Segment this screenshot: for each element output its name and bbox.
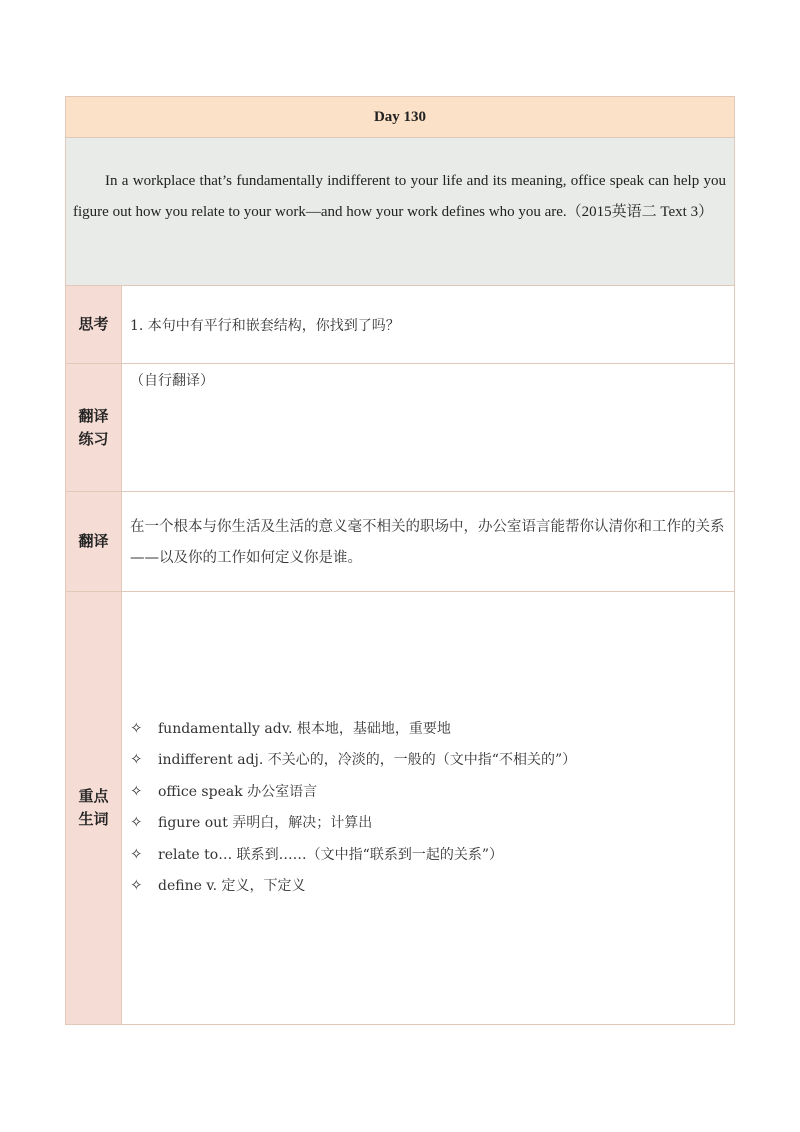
study-card — [65, 96, 735, 1025]
vocab-label: 重点生词 — [78, 787, 109, 828]
translation-label: 翻译 — [78, 532, 109, 550]
think-row — [66, 286, 734, 364]
diamond-star-icon: ✧ — [130, 876, 143, 895]
vocab-item — [130, 775, 726, 807]
practice-label: 翻译练习 — [78, 406, 109, 448]
diamond-star-icon: ✧ — [130, 750, 143, 769]
think-label: 思考 — [78, 315, 109, 333]
translation-row — [66, 492, 734, 592]
card-title: Day 130 — [66, 97, 734, 138]
vocab-label-cell — [66, 592, 122, 1024]
vocab-item — [130, 838, 726, 870]
vocab-item — [130, 744, 726, 776]
practice-row — [66, 364, 734, 492]
english-sentence: In a workplace that’s fundamentally indifferent to your life and its meaning, office speak can help you figure out how you relate to your work—and how your work defines who you are.（2015英语二 Text 3） — [73, 173, 726, 220]
vocab-item — [130, 712, 726, 744]
vocab-item-text: relate to… 联系到……（文中指“联系到一起的关系”） — [158, 846, 503, 863]
translation-label-cell — [66, 492, 122, 591]
diamond-star-icon: ✧ — [130, 718, 143, 737]
diamond-star-icon: ✧ — [130, 781, 143, 800]
vocab-item — [130, 807, 726, 839]
diamond-star-icon: ✧ — [130, 813, 143, 832]
vocab-row — [66, 592, 734, 1024]
vocab-item-text: office speak 办公室语言 — [158, 783, 318, 800]
diamond-star-icon: ✧ — [130, 844, 143, 863]
think-label-cell — [66, 286, 122, 363]
vocab-item-text: fundamentally adv. 根本地，基础地，重要地 — [158, 720, 451, 737]
think-content: 1. 本句中有平行和嵌套结构，你找到了吗？ — [130, 317, 400, 334]
vocab-item-text: figure out 弄明白，解决；计算出 — [158, 815, 373, 832]
vocab-list — [122, 592, 734, 1024]
translation-content: 在一个根本与你生活及生活的意义毫不相关的职场中，办公室语言能帮你认清你和工作的关系——以及你的工作如何定义你是谁。 — [130, 519, 725, 566]
vocab-item-text: indifferent adj. 不关心的，冷淡的，一般的（文中指“不相关的”） — [158, 752, 577, 769]
sentence-section — [66, 138, 734, 286]
practice-label-cell — [66, 364, 122, 491]
vocab-item-text: define v. 定义，下定义 — [158, 878, 306, 895]
vocab-item — [130, 870, 726, 902]
practice-content: （自行翻译） — [130, 373, 214, 389]
